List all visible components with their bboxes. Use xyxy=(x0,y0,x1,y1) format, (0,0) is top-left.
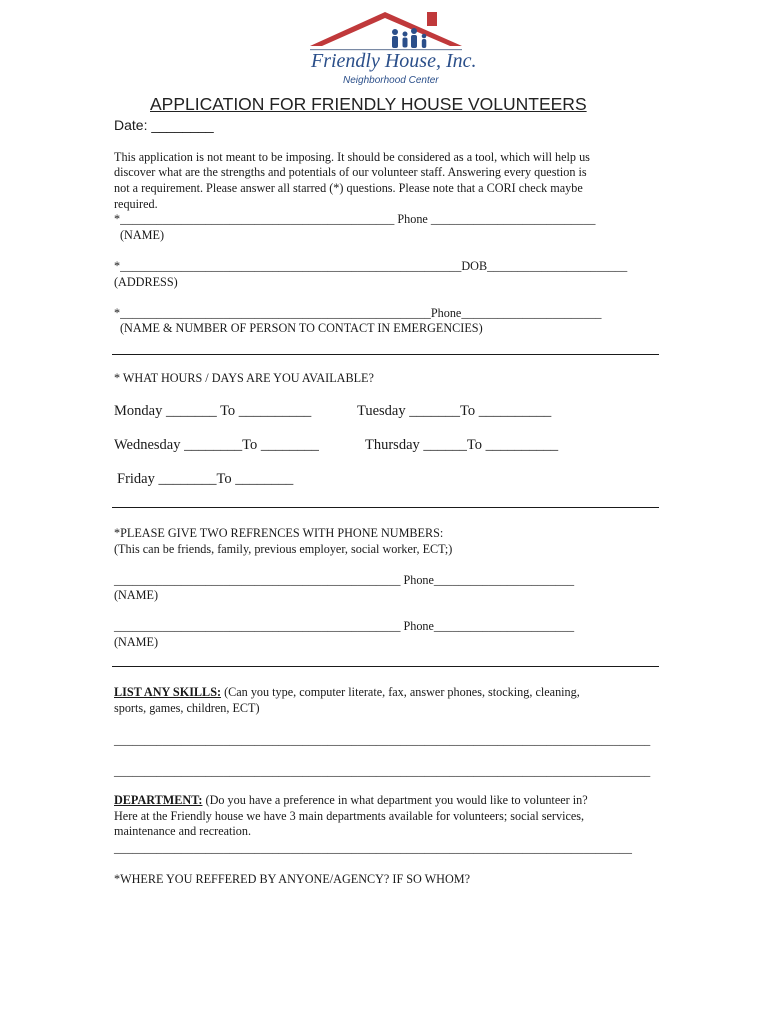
friday-hours-field[interactable]: Friday ________To ________ xyxy=(117,471,294,487)
department-question xyxy=(114,793,588,808)
intro-line: not a requirement. Please answer all starred (*) questions. Please note that a CORI check maybe xyxy=(114,181,583,195)
divider xyxy=(112,666,659,667)
thursday-hours-field[interactable]: Thursday ______To __________ xyxy=(365,437,559,453)
monday-hours-field[interactable]: Monday _______ To __________ xyxy=(114,403,312,419)
name-label: (NAME) xyxy=(120,228,165,242)
intro-line: This application is not meant to be imposing. It should be considered as a tool, which will help us xyxy=(114,150,590,164)
address-label: (ADDRESS) xyxy=(114,275,178,289)
skills-text: (Can you type, computer literate, fax, answer phones, stocking, cleaning, xyxy=(221,685,580,699)
skills-answer-line[interactable]: ________________________________________________________________________________________ xyxy=(114,733,651,747)
address-dob-field[interactable]: *________________________________________________________DOB_______________________ xyxy=(114,259,628,273)
department-answer-line[interactable]: _____________________________________________________________________________________ xyxy=(114,841,632,855)
divider xyxy=(112,354,659,355)
emergency-contact-label: (NAME & NUMBER OF PERSON TO CONTACT IN EMERGENCIES) xyxy=(120,321,483,335)
department-text-line-3: maintenance and recreation. xyxy=(114,824,252,838)
intro-line: required. xyxy=(114,197,158,211)
reference-2-field[interactable]: _______________________________________________ Phone_______________________ xyxy=(114,619,575,633)
references-note: (This can be friends, family, previous employer, social worker, ECT;) xyxy=(114,542,453,556)
reference-1-label: (NAME) xyxy=(114,588,159,602)
department-heading: DEPARTMENT: xyxy=(114,793,203,807)
logo-name: Friendly House, Inc. xyxy=(311,50,477,72)
skills-text-line-2: sports, games, children, ECT) xyxy=(114,701,260,715)
referral-question: *WHERE YOU REFFERED BY ANYONE/AGENCY? IF SO WHOM? xyxy=(114,872,471,886)
references-question: *PLEASE GIVE TWO REFRENCES WITH PHONE NUMBERS: xyxy=(114,526,444,540)
name-phone-field[interactable]: *_____________________________________________ Phone ___________________________ xyxy=(114,212,596,226)
page-title: APPLICATION FOR FRIENDLY HOUSE VOLUNTEERS xyxy=(150,94,587,114)
wednesday-hours-field[interactable]: Wednesday ________To ________ xyxy=(114,437,319,453)
department-text-line-2: Here at the Friendly house we have 3 main departments available for volunteers; social services, xyxy=(114,809,585,823)
skills-heading: LIST ANY SKILLS: xyxy=(114,685,222,699)
reference-1-field[interactable]: _______________________________________________ Phone_______________________ xyxy=(114,573,575,587)
divider xyxy=(112,507,659,508)
hours-question: * WHAT HOURS / DAYS ARE YOU AVAILABLE? xyxy=(114,371,374,385)
date-field[interactable]: Date: ________ xyxy=(114,117,214,133)
intro-line: discover what are the strengths and potentials of our volunteer staff. Answering every question is xyxy=(114,165,587,179)
skills-answer-line[interactable]: ________________________________________________________________________________________ xyxy=(114,764,651,778)
logo-tagline: Neighborhood Center xyxy=(343,75,439,86)
reference-2-label: (NAME) xyxy=(114,635,159,649)
emergency-contact-field[interactable]: *___________________________________________________Phone_______________________ xyxy=(114,306,602,320)
department-text: (Do you have a preference in what department you would like to volunteer in? xyxy=(202,793,588,807)
skills-question xyxy=(114,685,580,700)
tuesday-hours-field[interactable]: Tuesday _______To __________ xyxy=(357,403,552,419)
